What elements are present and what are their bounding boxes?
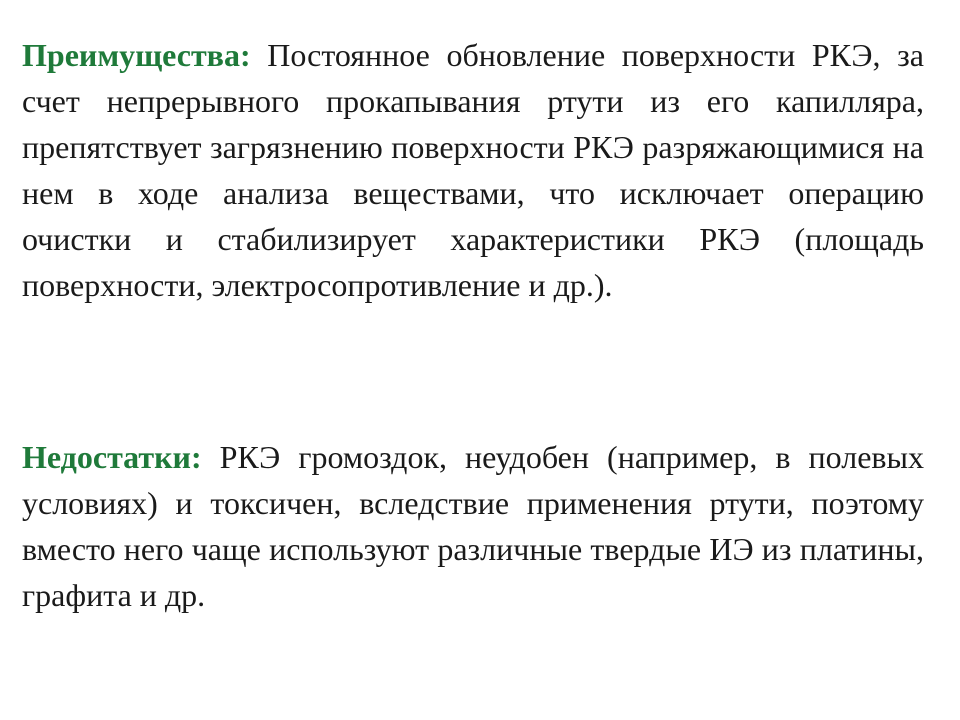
advantages-paragraph (22, 32, 924, 308)
advantages-text: Постоянное обновление поверхности РКЭ, за счет непрерывного прокапывания ртути из его капилляра, препятствует загрязнению поверхности РКЭ разряжающимися на нем в ходе анализа веществами, что исключает операцию очистки и стабилизирует характеристики РКЭ (площадь поверхности, электросопротивление и др.). (22, 37, 924, 303)
disadvantages-text: РКЭ громоздок, неудобен (например, в полевых условиях) и токсичен, вследствие применения ртути, поэтому вместо него чаще используют различные твердые ИЭ из платины, графита и др. (22, 439, 924, 613)
disadvantages-label: Недостатки: (22, 439, 202, 475)
advantages-label: Преимущества: (22, 37, 251, 73)
disadvantages-paragraph (22, 434, 924, 618)
